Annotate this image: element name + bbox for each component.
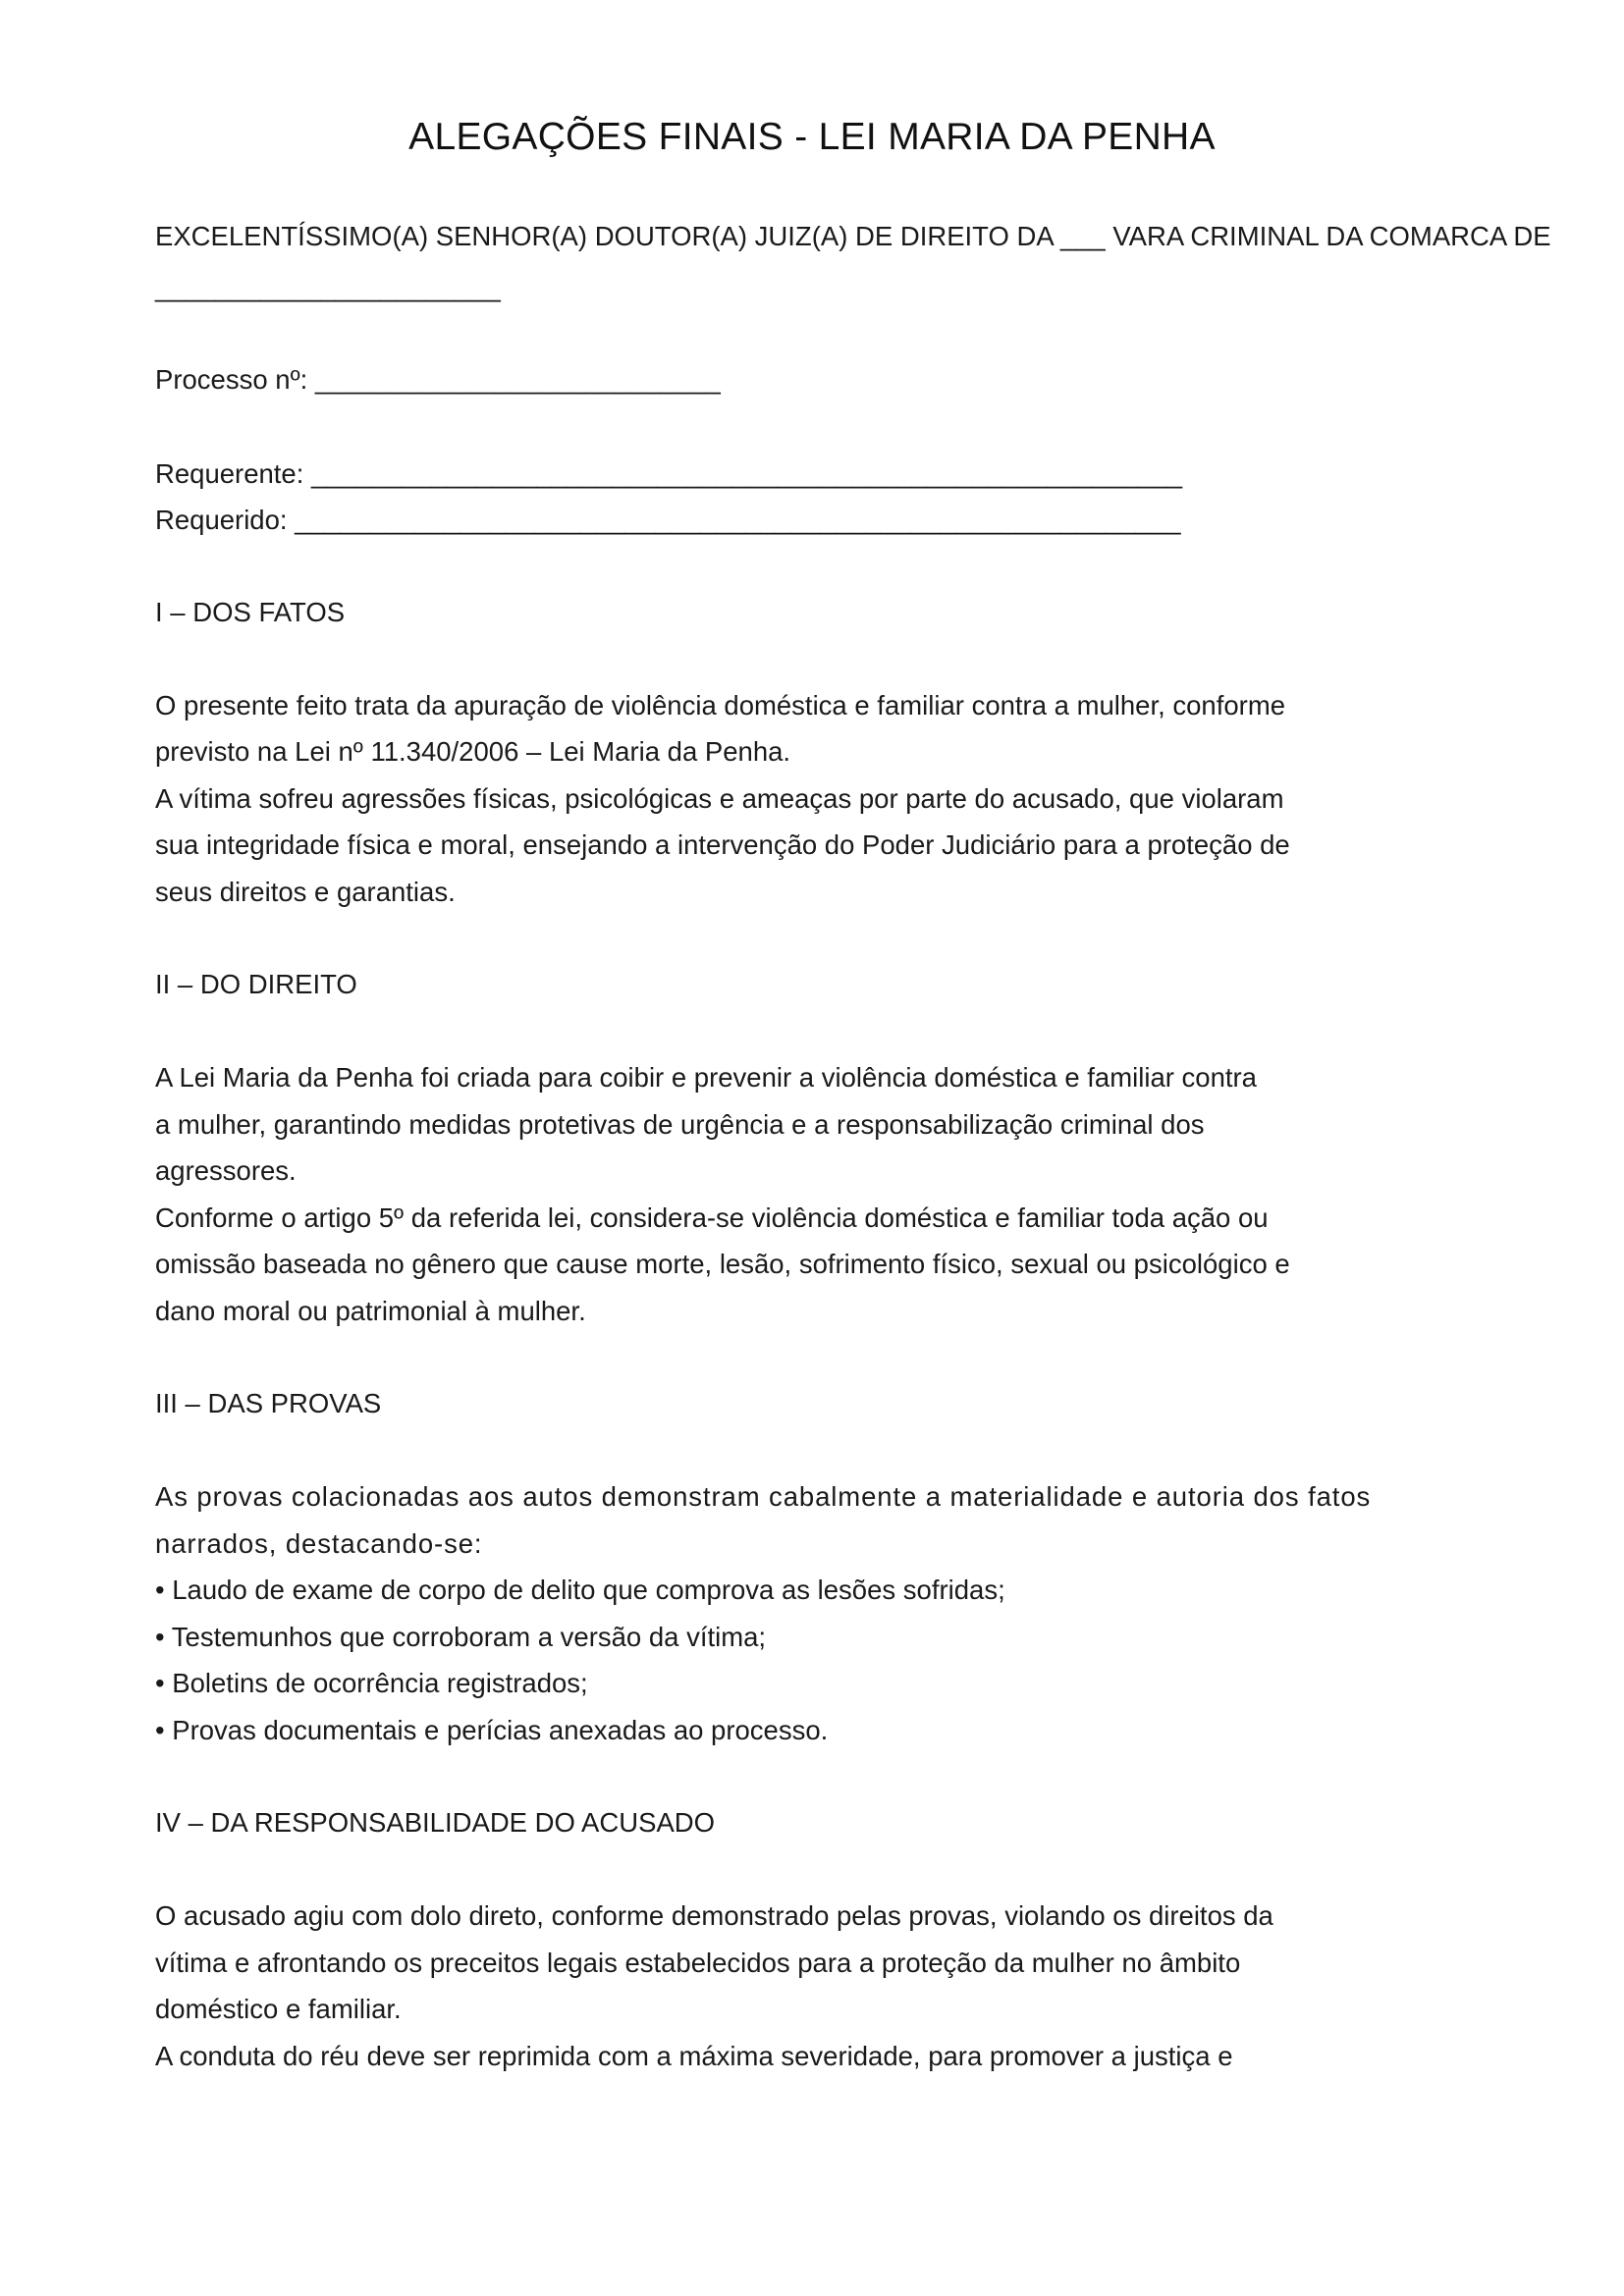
paragraph-line: seus direitos e garantias. xyxy=(155,877,456,907)
section-heading-direito: II – DO DIREITO xyxy=(155,969,357,999)
processo-field: Processo nº: ___________________________ xyxy=(155,364,721,395)
paragraph-line: As provas colacionadas aos autos demonstram cabalmente a materialidade e autoria dos fatos xyxy=(155,1481,1372,1512)
paragraph-line: agressores. xyxy=(155,1155,297,1186)
paragraph-line: dano moral ou patrimonial à mulher. xyxy=(155,1296,586,1326)
paragraph-line: A Lei Maria da Penha foi criada para coibir e prevenir a violência doméstica e familiar contra xyxy=(155,1062,1257,1093)
paragraph-line: a mulher, garantindo medidas protetivas de urgência e a responsabilização criminal dos xyxy=(155,1109,1205,1140)
list-item: • Boletins de ocorrência registrados; xyxy=(155,1668,588,1698)
requerido-field: Requerido: ___________________________________________________________ xyxy=(155,505,1181,535)
list-item: • Provas documentais e perícias anexadas ao processo. xyxy=(155,1715,829,1745)
section-heading-provas: III – DAS PROVAS xyxy=(155,1388,382,1418)
addressee-line: EXCELENTÍSSIMO(A) SENHOR(A) DOUTOR(A) JUIZ(A) DE DIREITO DA ___ VARA CRIMINAL DA COMARCA DE xyxy=(155,221,1551,251)
paragraph-line: O presente feito trata da apuração de violência doméstica e familiar contra a mulher, conforme xyxy=(155,690,1286,721)
paragraph-line: sua integridade física e moral, ensejando a intervenção do Poder Judiciário para a proteção de xyxy=(155,829,1290,860)
paragraph-line: previsto na Lei nº 11.340/2006 – Lei Maria da Penha. xyxy=(155,736,791,767)
paragraph-line: Conforme o artigo 5º da referida lei, considera-se violência doméstica e familiar toda ação ou xyxy=(155,1202,1269,1233)
requerente-field: Requerente: __________________________________________________________ xyxy=(155,458,1183,489)
section-heading-responsabilidade: IV – DA RESPONSABILIDADE DO ACUSADO xyxy=(155,1807,716,1838)
list-item: • Laudo de exame de corpo de delito que comprova as lesões sofridas; xyxy=(155,1575,1005,1605)
paragraph-line: A conduta do réu deve ser reprimida com a máxima severidade, para promover a justiça e xyxy=(155,2041,1233,2071)
paragraph-line: narrados, destacando-se: xyxy=(155,1528,483,1559)
comarca-blank: _______________________ xyxy=(155,272,501,302)
paragraph-line: omissão baseada no gênero que cause morte, lesão, sofrimento físico, sexual ou psicológico e xyxy=(155,1249,1290,1279)
paragraph-line: O acusado agiu com dolo direto, conforme demonstrado pelas provas, violando os direitos da xyxy=(155,1900,1273,1931)
document-title: ALEGAÇÕES FINAIS - LEI MARIA DA PENHA xyxy=(408,116,1216,158)
section-heading-fatos: I – DOS FATOS xyxy=(155,597,346,627)
list-item: • Testemunhos que corroboram a versão da vítima; xyxy=(155,1622,767,1652)
paragraph-line: vítima e afrontando os preceitos legais estabelecidos para a proteção da mulher no âmbito xyxy=(155,1948,1241,1978)
paragraph-line: A vítima sofreu agressões físicas, psicológicas e ameaças por parte do acusado, que violaram xyxy=(155,783,1284,814)
paragraph-line: doméstico e familiar. xyxy=(155,1994,402,2024)
